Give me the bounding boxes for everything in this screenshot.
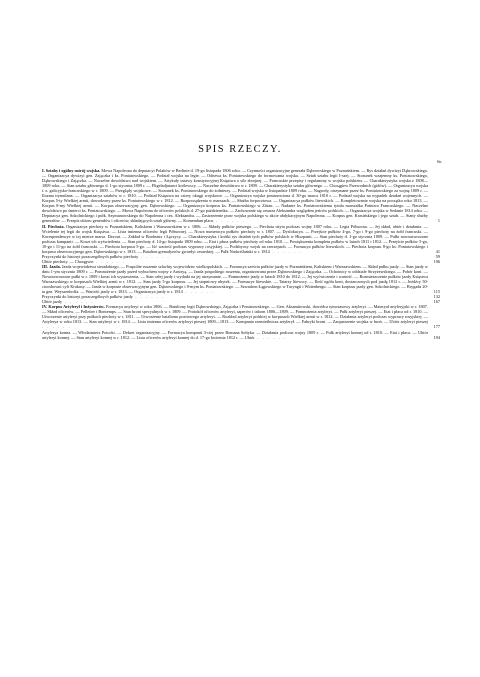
toc-leader-dots: . . . . . . (138, 253, 171, 259)
toc-page-number: 194 (433, 334, 440, 340)
toc-entry-text: Jazda województwa sieradzkiego. — Pospolite ruszenie szlachty województw wielkopolskich. — Formacya sześciu pułków jazdy w Poznańskiem, Kaliskiem i Warszawskiem. — Skład pułku jazdy. — Stan jazdy w dniu 1-ym stycznia 1809 r. — Pomnożenie jazdy przed wybuchem wojny z Austryą. — Jazda pospolitego ruszenia, organizowana przez Dąbrowskiego i Zajączka. — Ochotnicy w oddziale Strzyżewskiego. — Pobór koni. — Nowoutworzone pułki w r. 1809 i koszt ich wystawienia. — Stan całej jazdy i wydatki na jej utrzymanie. — Pomnożenie jazdy w latach 1810 do 1812. — Jej wyćwiczenie i wartość. — Rozmieszczenie pułków jazdy Księstwa Warszawskiego w korpusach Wielkiej armii w r. 1812. — Stan jazdy 5-go korpusu. — Jej stopniowy ubytek. — Formacye litewskie. — Tatarzy litewscy. — Ilość ogółu koni, dostarczonych pod jazdę 1812 r. — Jeźdźcy 50-cioosbowni cyfi Krakusy. — Jazda w korpusie obserwacyjnym gen. Dąbrowskiego i 8-mym ks. Poniatowskiego. — Szwadron Łągowskiego w Turyngii i Wittenbergu. — Stan korpusu jazdy gen. Sokolnickiego. — Brygada 20-ta gen. Weyssenhoffa. — Wartość jazdy w r. 1813. — Organizacya jazdy w r. 1814 (42, 263, 428, 295)
toc-entry-heading: III. Jazda. (42, 263, 61, 269)
toc-entry-text: Mowa Napoleona do deputacyi Polaków w Berlinie d. 19-go listopada 1806 roku. — Czynności organizacyjne generała Dąbrowskiego w Poznańskiem. — Rys działań dywizyi Dąbrowskiego. — Organizacya dywizyi gen. Zajączka i ks. Poniatowskiego. — Podział wojska na legie. — Odezwa ks. Poniatowskiego do formowania wojska. — Sztab sztabu legii I-szej. — Stosunek wzajemny ks. Poniatowskiego, Dąbrowskiego i Zajączka. — Naczelne dowództwo nad wojskiem. — Artykuły ustawy konstytucyjnej Księstwa o sile zbrojnej. — Francuskie przepisy i regulaminy w wojsku polskiem. — Charakterystyka wojska z 1808—1809 roku. — Stan sztabu głównego d. 1-go stycznia 1809 r. — Fligeladjutanci królewscy. — Naczelne dowództwo w r. 1809. — Charakterystyka sztabu głównego. — Chorągiew Przewodnich (gidów). — Organizacya wojska t. z. galicyjsko-francuskiego w r. 1809. — Przeglądy wojskowe. — Stosunek ks. Poniatowskiego do żołnierzy. — Podział wojska w listopadzie 1809 roku. — Nagrody, otrzymane przez ks. Poniatowskiego za wojnę 1809 r. — Ilozma trynutlana. — Organizacya sztabów w r. 1810. — Podział Księstwa na cztery okręgi wojskowe. — Organizacya wojska postanowiona d. 30-go marca 1810 r. — Podział wojska na wypadek działań wojennych. — Korpus 5-ty Wielkiej armii, dowodzony przez ks. Poniatowskiego w r. 1812. — Rozporządzenia w marszach. — Służba forpocztowa. — Organizacya pułków litewskich. — Kompletowanie wojska na początku roku 1813. — Korpus 8-my Wielkiej armii. — Korpus obserwacyjny gen. Dąbrowskiego. — Organizacya korpusu ks. Poniatowskiego w Zittau. — Nadanie ks. Poniatowskiemu tytułu marszałka Państwa Francuskiego. — Naczelne dowództwo po śmierci ks. Poniatowskiego. — Mowa Napoleona do oficerów polskich d. 27-go października. — Zachowanie się cesarza Aleksandra względem jeńców polskich. — Organizacya wojska w Sedanie 1814 roku. — Deputacya gen. Sokolnickiego i pułk. Szymanowskiego do Napoleona i ces. Aleksandra. — Zastrzeżenie praw wojska polskiego w akcie abdykacyjnym Napoleona. — Korpus gen. Krasińskiego i jego sztab. — Stany służby generałów. — Przepis ubioru generałów i oficerów, składających sztab główny. — Komendant placu (42, 168, 428, 224)
page-column-label: Str. (436, 160, 442, 164)
toc-page-number: 167 (433, 299, 440, 305)
toc-entry-text: Przyczynki do historyi poszczególnych pułków piechoty (42, 253, 139, 259)
toc-leader-dots: . . . . . . (254, 334, 287, 340)
toc-page-number: 41 (435, 248, 440, 254)
toc-entry-heading: II. Piechota. (42, 223, 65, 229)
toc-entry-text: Ubiór piechoty. — Chorągwie (42, 258, 94, 264)
toc-page-number: 59 (435, 253, 440, 259)
toc-entry-text: Przyczynki do historyi poszczególnych pułków jazdy (42, 294, 133, 300)
toc-leader-dots: . . . . . . (93, 258, 126, 264)
toc-entry (42, 168, 440, 224)
toc-page-number: 1 (437, 218, 440, 224)
page-title: SPIS RZECZY. (198, 144, 282, 155)
toc-entry-text: Artylerya konna. — Włodzimierz Potocki. — Dekret organizacyjny. — Formacya kompanii 3-ciej przez Romana Sołtyka. — Działania podczas wojny 1809 r. — Pułk artyleryi konnej od r. 1810. — Etat i płaca. — Ubiór artyleryi konnej. — Stan artyleryi konnej w r. 1812. — Lista oficerów artyleryi konnej do d. 17-go kwietnia 1812 r. — Ubiór (42, 329, 428, 340)
toc-leader-dots: . . . . . . (62, 299, 95, 305)
toc-leader-dots: . . . . . . (182, 289, 215, 295)
toc-entry (42, 330, 440, 340)
toc-page-number: 177 (433, 324, 440, 330)
toc-entry (42, 264, 440, 294)
toc-entry-text: Formacya artyleryi w roku 1806. — Batuliony legii Dąbrowskiego, Zajączka i Poniatowskiego. — Gen. Aksamitowski, dowódca tymczasowy artyleryi. — Materyał artyleryjski w r. 1807. — Skład oficerów. — Pelletier i Bontemps. — Stan broni specyalnych w r. 1809. — Protokół oficerów artyleryi, saperów i taborn 1806—1809. — Pomnożenia artyleryi. — Pułk artyleryi pieszej. — Etat i płaca od r. 1810. — Utworzenie artyleryi przy pułkach piechoty w r. 1811. — Utworzenie batalionu pozitowego artyleryi. — Rozkład artyleryi polskiej w korpusach Wielkiej armii w r. 1812. — Działania artyleryi podczas wyprawy rosyjskiej. — Artylerya w roku 1813. — Stan artyleryi w r. 1814. — Lista imienna oficerów artyleryi pieszej 1809—1813. — Kompania rzemieślnicza artylerył. — Fabryki broni. — Zaopatrzenie wojska w broń. — Ubiór artyleryi pieszej (42, 304, 428, 325)
toc-leader-dots: . . . . . . (269, 248, 302, 254)
toc-leader-dots: . . . . . . (132, 294, 165, 300)
toc-leader-dots: . . . . . . (42, 324, 72, 330)
table-of-contents (42, 168, 440, 340)
toc-page-number: 106 (433, 258, 440, 264)
toc-leader-dots: . . . . . . (213, 218, 246, 224)
toc-entry (42, 304, 440, 329)
toc-page-number: 115 (433, 289, 440, 295)
toc-page-number: 132 (433, 294, 440, 300)
toc-entry-text: Ubiór jazdy (42, 299, 63, 305)
toc-entry-heading: IV. Korpus Artylerył i Inżynierów. (42, 304, 105, 310)
toc-entry-heading: I. Sztaby i ogólny ustrój wojska. (42, 168, 101, 173)
toc-entry-text: Organizacya piechoty w Poznańskiem, Kaliskiem i Warszawskiem w r. 1806. — Składy pułków pieszego. — Piechota użyta podczas wojny 1807 roku. — Legia Północna. — Jej skład, ubiór i działania. — Wcielenie tej legii do wojsk Księstwa. — Lista imienna oficerów legii Północnej. — Nowa numeracya pułków piechoty w r. 1807. — Dyslokacya. — Przejście pułków 4-go, 7-go i 9-go piechoty na żołd francuski. — Korespondencye w tej mierze marsz. Davout. — Zakład w Bordeaux i Łęczycy. — Charakterystyka i krótki rys działań tych pułków polskich w Hiszpanii. — Stan piechoty d. 1-go stycznia 1809. — Pułki nowoutworzone podczas kampanii. — Koszt ich wyświetlenia. — Stan piechoty d. 14-go listopada 1809 roku. — Etat i płaca pułków piechoty od roku 1810. — Powiększenia kompletu pułków w latach 1811 i 1812. — Przejście pułków 5-go, 10-go i 11-go na żołd francuski. — Piechota korpusu 5-go. — Iść wartość podczas wyprawy rosyjskiej. — Podzbyosy wojsk na rzerzepach. — Formacya pułków litewskich. — Piechota korpusu 8-go ks. Poniatowskiego i korpusu obserwacyjnego gen. Dąbrowskiego w r. 1813. — Batalion grenadyerów gwardyi cesarskiej. — Pułk Nadwiślański w r. 1814 (42, 223, 428, 254)
toc-entry (42, 224, 440, 254)
